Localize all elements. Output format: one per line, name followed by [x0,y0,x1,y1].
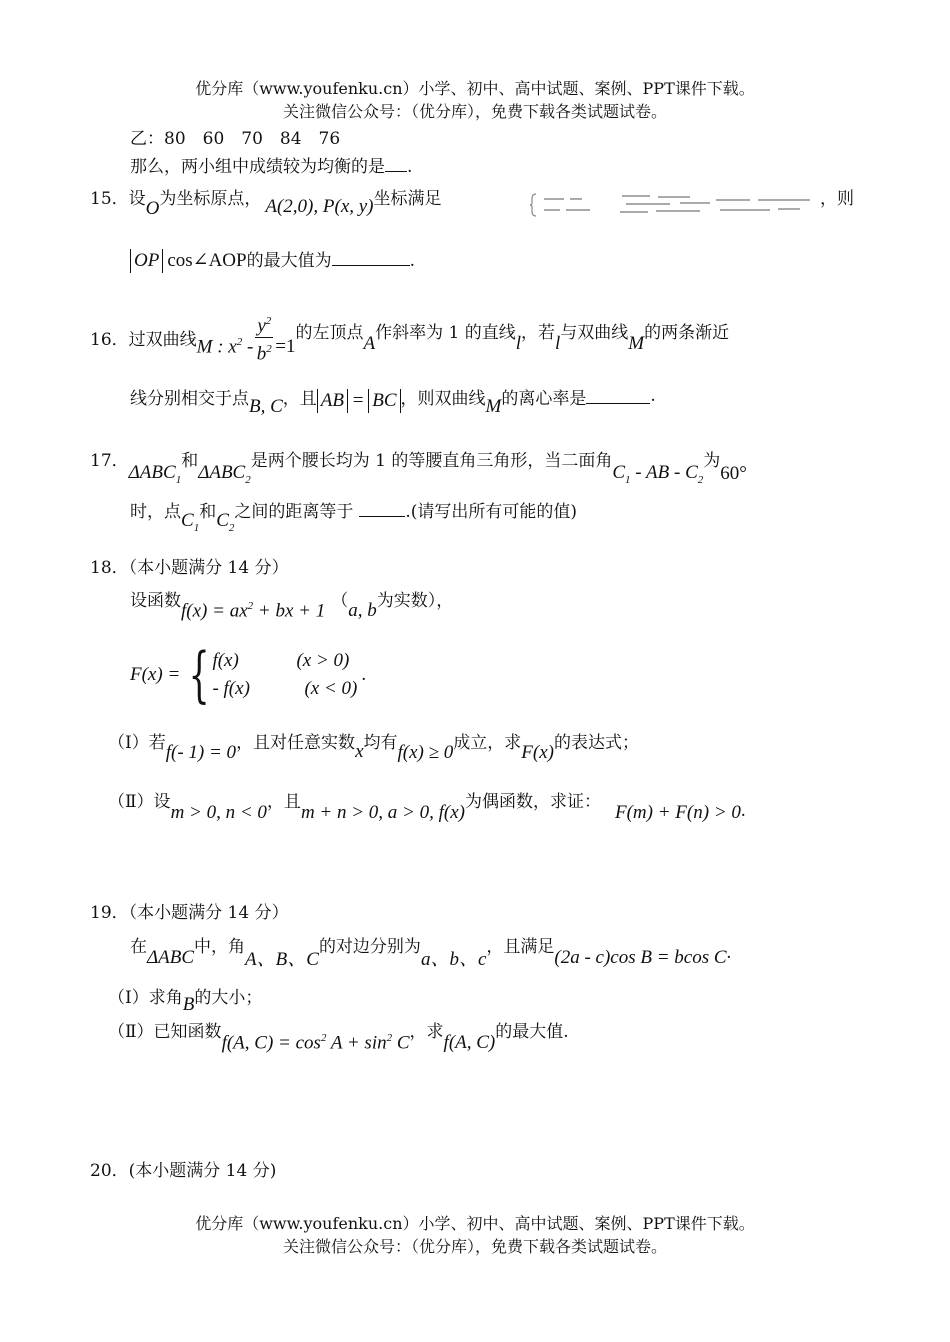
part-label: （Ⅱ）已知函数 [108,1021,222,1042]
math-M: M [485,396,502,417]
math: f(x) ≥ 0 [397,742,454,763]
text: 均有 [363,732,398,753]
text: 为 [703,451,721,472]
q16-line-1 [90,310,729,366]
math-abs-OP: OP [130,249,163,273]
math-angles: A、B、C [245,949,319,970]
text: （ [331,590,349,611]
score-note: (本小题满分 14 分) [128,1161,277,1181]
math-C2: $C_2$ [216,510,235,534]
text: 的最大值. [495,1021,569,1042]
text: ，若 [520,323,555,344]
text: 过双曲线 [128,330,197,351]
q15-end: . [409,251,415,271]
q15-line-1 [90,184,442,219]
q17-line-2 [130,496,577,534]
math-dihedral-angle: $C_1$ - AB - $C_2$ [612,462,704,486]
math-abs-AB: AB [317,389,348,413]
question-number: 18． [90,558,129,578]
math: F(x) [521,742,554,763]
q17-line-1 [90,440,747,486]
part-label: （Ⅰ）若 [108,732,166,753]
math-triangle-2: $\Delta ABC_2$ [198,462,251,486]
q19-part-1 [108,980,262,1016]
q14-question-text: 那么，两小组中成绩较为均衡的是 [130,157,385,177]
text: 中，角 [194,937,246,957]
text: 作斜率为 1 的直线 [375,323,516,344]
math-fx: $f(x) = ax^2$ + bx + 1 [181,600,326,622]
math-B: B [182,994,195,1015]
question-number: 19． [90,903,129,923]
q18-title [90,553,289,578]
text: 的对边分别为 [318,937,421,957]
text: 与双曲线 [560,323,629,344]
text: 线分别相交于点 [130,388,249,409]
math-sides: a、b、c [420,949,487,970]
answer-blank [385,157,407,172]
math-triangle: ΔABC [147,946,195,968]
piecewise-cases: f(x) (x > 0) - f(x) (x < 0) [212,650,358,699]
math-60-degrees: 60° [720,462,747,484]
math-eq-1: =1 [275,335,296,357]
q20-title [90,1156,276,1181]
math: f(- 1) = 0 [165,742,237,763]
text: ，求 [409,1021,444,1042]
answer-blank [359,502,405,517]
footer-line-2: 关注微信公众号：（优分库），免费下载各类试题试卷。 [282,1237,667,1256]
question-number: 20． [90,1161,129,1181]
answer-blank [332,251,410,266]
text: 的离心率是 [501,388,587,409]
text: 设 [128,189,146,209]
text: 是两个腰长均为 1 的等腰直角三角形，当二面角 [250,451,613,472]
footer-line-1: 优分库（www.youfenku.cn）小学、初中、高中试题、案例、PPT课件下载。 [195,1214,755,1233]
math-abs-BC: BC [368,389,400,413]
q18-def [130,584,453,622]
system-of-inequalities-image [530,192,820,218]
math-BC: B, C [249,396,283,417]
math-M: M [628,332,645,354]
question-number: 17． [90,451,129,472]
q15-line-2 [130,246,415,273]
math-equation: (2a - c)cos B = bcos C [554,946,727,968]
text: . [726,941,732,963]
text: 之间的距离等于 [234,502,354,523]
text: 和 [199,502,217,523]
q19-title [90,898,289,923]
text: 的左顶点 [295,323,364,344]
math: F(m) + F(n) > 0 [615,802,741,823]
math-hyperbola: M : $x^2$ - [196,335,254,357]
q18-part-1 [108,726,639,764]
header-line-2: 关注微信公众号：（优分库），免费下载各类试题试卷。 [282,102,667,121]
q14-question [130,152,412,177]
text: 在 [130,937,147,957]
math-function: f(A, $C) = \cos^2 A + \sin^2 C$ [221,1032,410,1054]
math-cos-AOP: cos∠AOP [167,250,247,271]
question-number: 15． [90,189,129,209]
text: 为偶函数，求证： [465,791,601,812]
math-A: A [363,332,376,354]
q18-piecewise [130,640,367,710]
math-triangle-1: $\Delta ABC_1$ [128,462,182,486]
q19-part-2 [108,1014,569,1054]
q16-line-2 [130,384,656,418]
text: .(请写出所有可能的值) [405,502,578,523]
text: 为实数）， [376,590,454,611]
text: ，且满足 [486,937,555,957]
q15-then: ，则 [820,189,854,209]
text: 和 [181,451,199,472]
part-label: （Ⅰ）求角 [108,987,183,1008]
part-label: （Ⅱ）设 [108,791,171,812]
math-fraction: $\frac{y^2}{b^2}$ [255,310,273,366]
math-points: A(2,0), P(x, y) [265,196,374,217]
text: . [740,800,746,821]
text: . [361,664,367,685]
text: ，且 [266,791,301,812]
text: 的表达式； [554,732,639,753]
text: 成立，求 [453,732,522,753]
math-x: x [355,741,364,762]
math-O: O [145,198,160,219]
score-note: （本小题满分 14 分） [128,903,289,923]
text: 坐标满足 [373,189,442,209]
answer-blank [586,389,650,404]
question-number: 16． [90,330,129,351]
math-function: f(A, C) [443,1032,496,1054]
q14-end: . [407,157,413,177]
text: 为坐标原点， [159,189,262,209]
math-l: l [515,332,521,354]
math: m > 0, n < 0 [170,802,267,823]
header-line-1: 优分库（www.youfenku.cn）小学、初中、高中试题、案例、PPT课件下载。 [195,79,755,98]
q18-part-2 [108,784,746,824]
q19-statement [130,928,731,971]
text: 的两条渐近 [644,323,730,344]
text: 的最大值为 [246,251,332,271]
text: ，且 [282,388,317,409]
math: m + n > 0, a > 0, f(x) [300,802,465,823]
q14-scores: 乙：80 60 70 84 76 [130,129,341,149]
score-note: （本小题满分 14 分） [128,558,289,578]
text: 设函数 [130,590,181,611]
math-equals: = [348,390,369,411]
math-C1: $C_1$ [181,510,200,534]
math-Fx: F(x) = [130,664,181,685]
text: ，则双曲线 [400,388,486,409]
text: 时，点 [130,502,181,523]
brace: { [188,640,210,710]
text: 的大小； [194,987,263,1008]
math-ab: a, b [348,600,377,622]
math-l: l [554,332,561,354]
q16-end: . [650,386,656,406]
text: ，且对任意实数 [236,732,356,753]
